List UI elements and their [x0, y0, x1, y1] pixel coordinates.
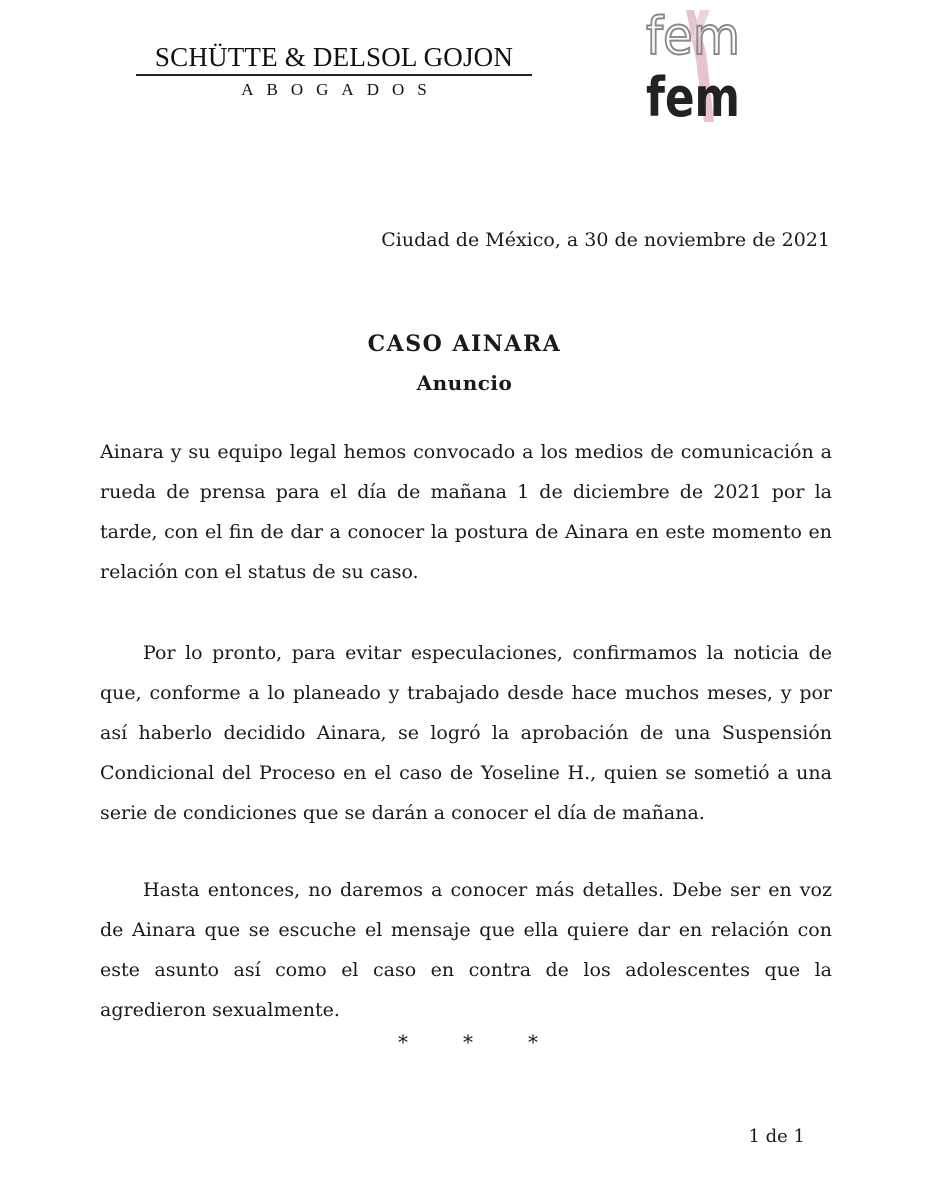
asterisk: * [398, 1030, 408, 1054]
firm-name: SCHÜTTE & DELSOL GOJON [136, 44, 532, 76]
fem-logo-top-word: fem [646, 7, 740, 67]
paragraph-1: Ainara y su equipo legal hemos convocado a los medios de comunicación a rueda de prensa para el día de mañana 1 de diciembre de 2021 por la tarde, con el fin de dar a conocer la postura de Ainara en este momento en relación con el status de su caso. [100, 441, 832, 583]
fem-logo-bottom-word: fem [646, 66, 740, 129]
document-title: CASO AINARA [367, 331, 562, 357]
paragraph-3: Hasta entonces, no daremos a conocer más detalles. Debe ser en voz de Ainara que se escuche el mensaje que ella quiere dar en relación con este asunto así como el caso en contra de los adolescentes que la agredieron sexualmente. [100, 879, 832, 1021]
page-number: 1 de 1 [748, 1126, 805, 1147]
document-subtitle: Anuncio [416, 371, 513, 395]
paragraph-2: Por lo pronto, para evitar especulaciones, confirmamos la noticia de que, conforme a lo planeado y trabajado desde hace muchos meses, y por así haberlo decidido Ainara, se logró la aprobación de una Suspensión Condicional del Proceso en el caso de Yoseline H., quien se sometió a una serie de condiciones que se darán a conocer el día de mañana. [100, 642, 832, 824]
firm-logo [136, 44, 532, 100]
asterisk: * [463, 1030, 473, 1054]
fem-logo-graphic [644, 7, 744, 129]
firm-subtitle: ABOGADOS [241, 80, 440, 99]
separator-asterisks [398, 1030, 538, 1054]
date-line: Ciudad de México, a 30 de noviembre de 2021 [381, 229, 830, 251]
asterisk: * [528, 1030, 538, 1054]
fem-logo [644, 7, 744, 129]
